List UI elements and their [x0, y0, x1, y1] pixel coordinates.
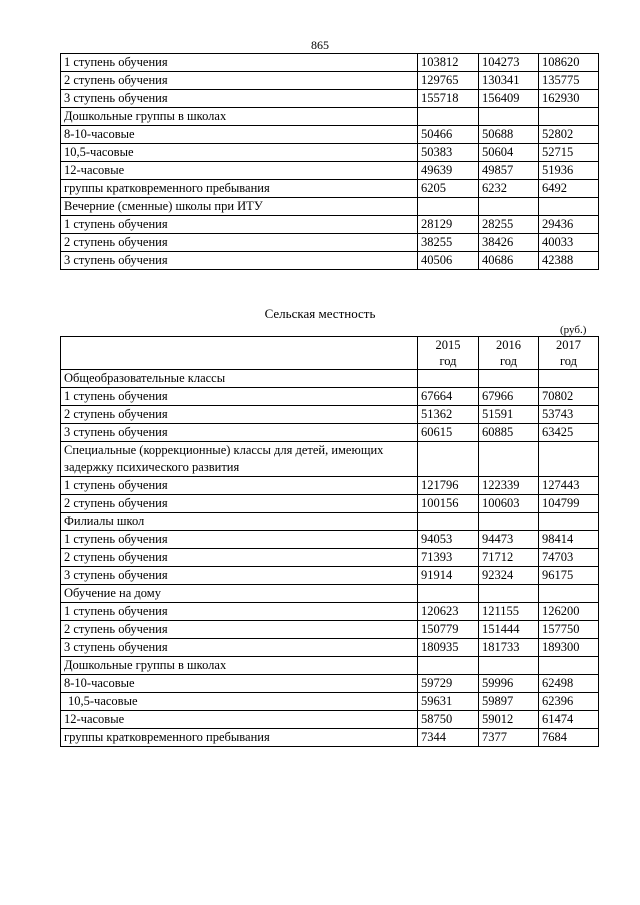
table-row	[61, 477, 599, 495]
value-cell: 28129	[418, 216, 479, 234]
table-row	[61, 90, 599, 108]
row-label: 3 ступень обучения	[61, 567, 418, 585]
value-cell: 96175	[539, 567, 599, 585]
row-label: 2 ступень обучения	[61, 234, 418, 252]
row-label: 1 ступень обучения	[61, 477, 418, 495]
value-cell: 6205	[418, 180, 479, 198]
value-cell: 189300	[539, 639, 599, 657]
table-row	[61, 162, 599, 180]
value-cell: 61474	[539, 711, 599, 729]
table-row	[61, 198, 599, 216]
value-cell: 130341	[479, 72, 539, 90]
value-cell: 40686	[479, 252, 539, 270]
header-row	[61, 337, 599, 370]
value-cell	[479, 108, 539, 126]
value-cell: 7344	[418, 729, 479, 747]
row-label: группы кратковременного пребывания	[61, 729, 418, 747]
table-row	[61, 180, 599, 198]
value-cell: 157750	[539, 621, 599, 639]
table-row	[61, 567, 599, 585]
value-cell	[479, 442, 539, 477]
value-cell: 155718	[418, 90, 479, 108]
table-row	[61, 388, 599, 406]
value-cell: 151444	[479, 621, 539, 639]
value-cell: 70802	[539, 388, 599, 406]
value-cell: 60885	[479, 424, 539, 442]
value-cell: 180935	[418, 639, 479, 657]
value-cell: 40506	[418, 252, 479, 270]
value-cell: 59897	[479, 693, 539, 711]
value-cell: 38426	[479, 234, 539, 252]
table-row	[61, 424, 599, 442]
rural-cost-table	[60, 336, 599, 747]
value-cell: 100156	[418, 495, 479, 513]
year-value: 2015	[435, 338, 461, 352]
table-row	[61, 406, 599, 424]
value-cell: 58750	[418, 711, 479, 729]
table-row	[61, 72, 599, 90]
row-label: группы кратковременного пребывания	[61, 180, 418, 198]
table-row	[61, 711, 599, 729]
value-cell: 50383	[418, 144, 479, 162]
table-row	[61, 675, 599, 693]
row-label: 10,5-часовые	[61, 693, 418, 711]
value-cell: 51936	[539, 162, 599, 180]
row-label: Дошкольные группы в школах	[61, 657, 418, 675]
header-empty-cell	[61, 337, 418, 370]
table-row	[61, 54, 599, 72]
value-cell: 59996	[479, 675, 539, 693]
value-cell: 67664	[418, 388, 479, 406]
value-cell: 51362	[418, 406, 479, 424]
value-cell: 122339	[479, 477, 539, 495]
row-label: Вечерние (сменные) школы при ИТУ	[61, 198, 418, 216]
value-cell	[539, 370, 599, 388]
table-row	[61, 234, 599, 252]
row-label: 2 ступень обучения	[61, 495, 418, 513]
value-cell: 28255	[479, 216, 539, 234]
value-cell: 62498	[539, 675, 599, 693]
row-label: 3 ступень обучения	[61, 424, 418, 442]
row-label: 1 ступень обучения	[61, 54, 418, 72]
row-label: 2 ступень обучения	[61, 549, 418, 567]
table-row	[61, 621, 599, 639]
row-label: Филиалы школ	[61, 513, 418, 531]
value-cell: 120623	[418, 603, 479, 621]
year-header-cell	[539, 337, 599, 370]
unit-label: (руб.)	[560, 324, 587, 336]
year-word: год	[499, 354, 518, 368]
table-header	[61, 337, 599, 370]
row-label: 3 ступень обучения	[61, 639, 418, 657]
value-cell: 38255	[418, 234, 479, 252]
value-cell: 59631	[418, 693, 479, 711]
value-cell	[539, 513, 599, 531]
value-cell: 121796	[418, 477, 479, 495]
row-label: 8-10-часовые	[61, 126, 418, 144]
value-cell	[479, 513, 539, 531]
row-label: 1 ступень обучения	[61, 531, 418, 549]
value-cell: 92324	[479, 567, 539, 585]
table-row	[61, 603, 599, 621]
value-cell: 6232	[479, 180, 539, 198]
value-cell	[479, 198, 539, 216]
page-number: 865	[311, 38, 329, 52]
table-row	[61, 639, 599, 657]
year-value: 2016	[496, 338, 521, 352]
value-cell: 91914	[418, 567, 479, 585]
row-label: 8-10-часовые	[61, 675, 418, 693]
section-title: Сельская местность	[264, 306, 376, 321]
value-cell	[479, 657, 539, 675]
value-cell	[539, 657, 599, 675]
value-cell: 49639	[418, 162, 479, 180]
value-cell: 103812	[418, 54, 479, 72]
value-cell: 94053	[418, 531, 479, 549]
value-cell: 74703	[539, 549, 599, 567]
table-row	[61, 531, 599, 549]
row-label: Дошкольные группы в школах	[61, 108, 418, 126]
row-label: Обучение на дому	[61, 585, 418, 603]
year-header-cell	[479, 337, 539, 370]
value-cell: 162930	[539, 90, 599, 108]
row-label: 12-часовые	[61, 711, 418, 729]
value-cell: 6492	[539, 180, 599, 198]
table-row	[61, 513, 599, 531]
value-cell	[539, 442, 599, 477]
value-cell: 71393	[418, 549, 479, 567]
value-cell: 135775	[539, 72, 599, 90]
table-body	[61, 54, 599, 270]
table-row	[61, 216, 599, 234]
value-cell: 98414	[539, 531, 599, 549]
value-cell: 62396	[539, 693, 599, 711]
year-header-cell	[418, 337, 479, 370]
row-label: 10,5-часовые	[61, 144, 418, 162]
table-row	[61, 252, 599, 270]
urban-cost-table	[60, 53, 599, 270]
value-cell: 150779	[418, 621, 479, 639]
value-cell: 29436	[539, 216, 599, 234]
year-word: год	[559, 354, 578, 368]
value-cell: 50466	[418, 126, 479, 144]
value-cell: 100603	[479, 495, 539, 513]
value-cell	[418, 198, 479, 216]
value-cell: 7377	[479, 729, 539, 747]
value-cell: 52715	[539, 144, 599, 162]
value-cell: 7684	[539, 729, 599, 747]
value-cell	[479, 585, 539, 603]
value-cell: 42388	[539, 252, 599, 270]
value-cell	[418, 513, 479, 531]
table-row	[61, 693, 599, 711]
value-cell: 59012	[479, 711, 539, 729]
value-cell	[418, 108, 479, 126]
table-row	[61, 549, 599, 567]
value-cell: 126200	[539, 603, 599, 621]
row-label: 2 ступень обучения	[61, 406, 418, 424]
value-cell: 121155	[479, 603, 539, 621]
year-value: 2017	[556, 338, 581, 352]
value-cell: 63425	[539, 424, 599, 442]
value-cell: 67966	[479, 388, 539, 406]
value-cell: 53743	[539, 406, 599, 424]
value-cell	[418, 442, 479, 477]
row-label: Общеобразовательные классы	[61, 370, 418, 388]
value-cell: 49857	[479, 162, 539, 180]
value-cell: 60615	[418, 424, 479, 442]
row-label: 1 ступень обучения	[61, 603, 418, 621]
value-cell: 156409	[479, 90, 539, 108]
value-cell: 50604	[479, 144, 539, 162]
row-label: 3 ступень обучения	[61, 90, 418, 108]
value-cell: 129765	[418, 72, 479, 90]
value-cell: 40033	[539, 234, 599, 252]
table-row	[61, 657, 599, 675]
table-body	[61, 370, 599, 747]
table-row	[61, 108, 599, 126]
value-cell	[539, 198, 599, 216]
value-cell: 127443	[539, 477, 599, 495]
value-cell: 104273	[479, 54, 539, 72]
year-word: год	[439, 354, 457, 368]
row-label: 2 ступень обучения	[61, 621, 418, 639]
table-row	[61, 585, 599, 603]
row-label: 3 ступень обучения	[61, 252, 418, 270]
value-cell	[539, 108, 599, 126]
value-cell: 181733	[479, 639, 539, 657]
table-row	[61, 442, 599, 477]
value-cell: 71712	[479, 549, 539, 567]
value-cell: 51591	[479, 406, 539, 424]
value-cell: 94473	[479, 531, 539, 549]
value-cell: 59729	[418, 675, 479, 693]
table-row	[61, 144, 599, 162]
table-row	[61, 126, 599, 144]
row-label: 12-часовые	[61, 162, 418, 180]
value-cell: 52802	[539, 126, 599, 144]
value-cell	[418, 585, 479, 603]
row-label: 2 ступень обучения	[61, 72, 418, 90]
table-row	[61, 729, 599, 747]
table-row	[61, 495, 599, 513]
row-label: 1 ступень обучения	[61, 388, 418, 406]
row-label: 1 ступень обучения	[61, 216, 418, 234]
value-cell: 104799	[539, 495, 599, 513]
value-cell: 50688	[479, 126, 539, 144]
table-row	[61, 370, 599, 388]
value-cell	[418, 370, 479, 388]
value-cell	[479, 370, 539, 388]
row-label: Специальные (коррекционные) классы для детей, имеющих задержку психического развития	[61, 442, 418, 477]
value-cell: 108620	[539, 54, 599, 72]
value-cell	[418, 657, 479, 675]
value-cell	[539, 585, 599, 603]
